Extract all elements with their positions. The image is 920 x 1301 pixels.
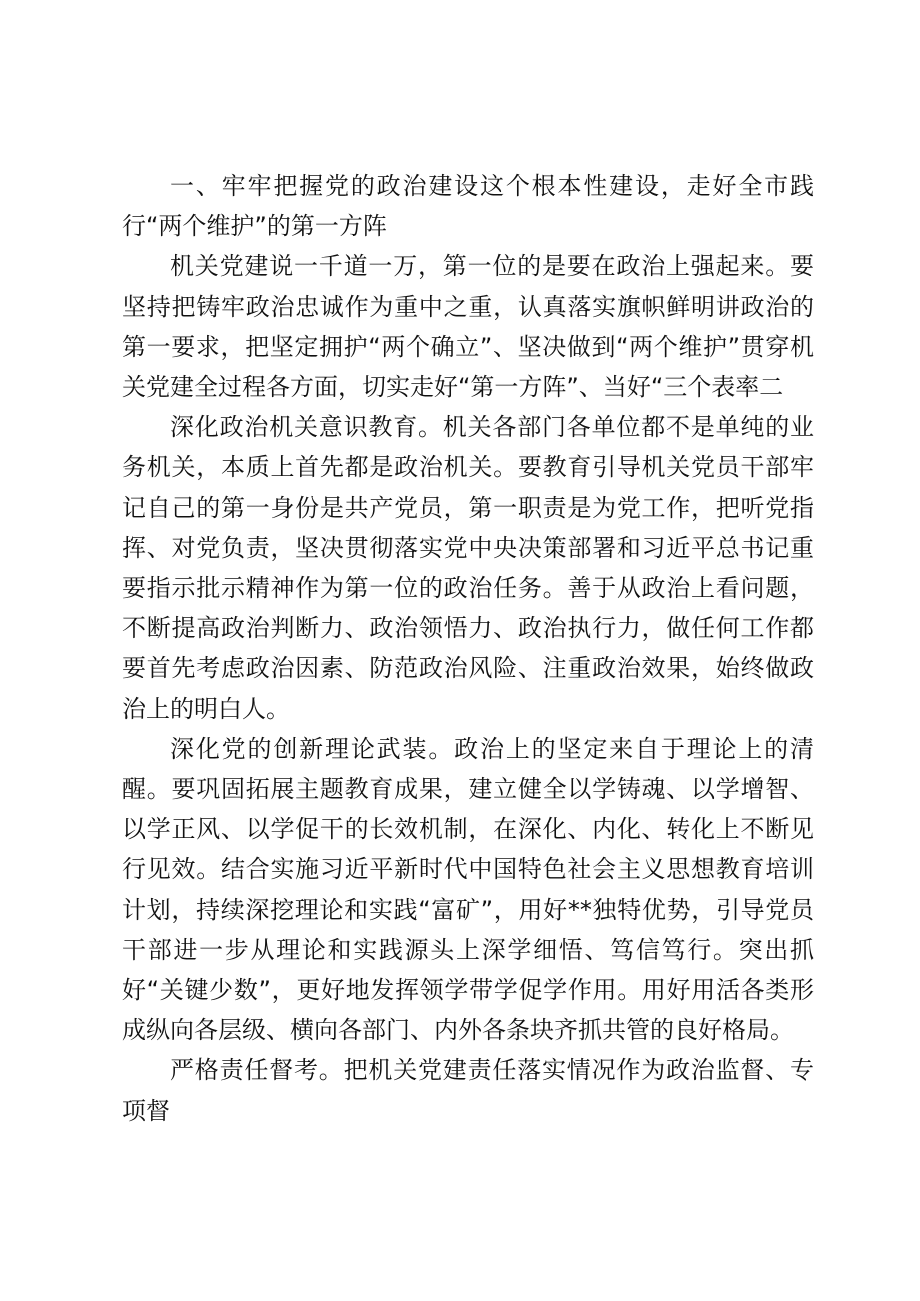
document-body bbox=[122, 166, 814, 1131]
paragraph-theory-arming: 深化党的创新理论武装。政治上的坚定来自于理论上的清醒。要巩固拓展主题教育成果，建立健全以学铸魂、以学增智、以学正风、以学促干的长效机制，在深化、内化、转化上不断见行见效。结合实施习近平新时代中国特色社会主义思想教育培训计划，持续深挖理论和实践“富矿”，用好**独特优势，引导党员干部进一步从理论和实践源头上深学细悟、笃信笃行。突出抓好“关键少数”，更好地发挥领学带学促学作用。用好用活各类形成纵向各层级、横向各部门、内外各条块齐抓共管的良好格局。 bbox=[122, 734, 814, 1045]
paragraph-responsibility: 严格责任督考。把机关党建责任落实情况作为政治监督、专项督 bbox=[122, 1056, 814, 1125]
paragraph-intro: 机关党建说一千道一万，第一位的是要在政治上强起来。要坚持把铸牢政治忠诚作为重中之重，认真落实旗帜鲜明讲政治的第一要求，把坚定拥护“两个确立”、坚决做到“两个维护”贯穿机关党建全过程各方面，切实走好“第一方阵”、当好“三个表率二 bbox=[122, 252, 814, 402]
section-heading: 一、牢牢把握党的政治建设这个根本性建设，走好全市践行“两个维护”的第一方阵 bbox=[122, 172, 814, 241]
paragraph-political-awareness: 深化政治机关意识教育。机关各部门各单位都不是单纯的业务机关，本质上首先都是政治机关。要教育引导机关党员干部牢记自己的第一身份是共产党员，第一职责是为党工作，把听党指挥、对党负责，坚决贯彻落实党中央决策部署和习近平总书记重要指示批示精神作为第一位的政治任务。善于从政治上看问题，不断提高政治判断力、政治领悟力、政治执行力，做任何工作都要首先考虑政治因素、防范政治风险、注重政治效果，始终做政治上的明白人。 bbox=[122, 413, 814, 723]
